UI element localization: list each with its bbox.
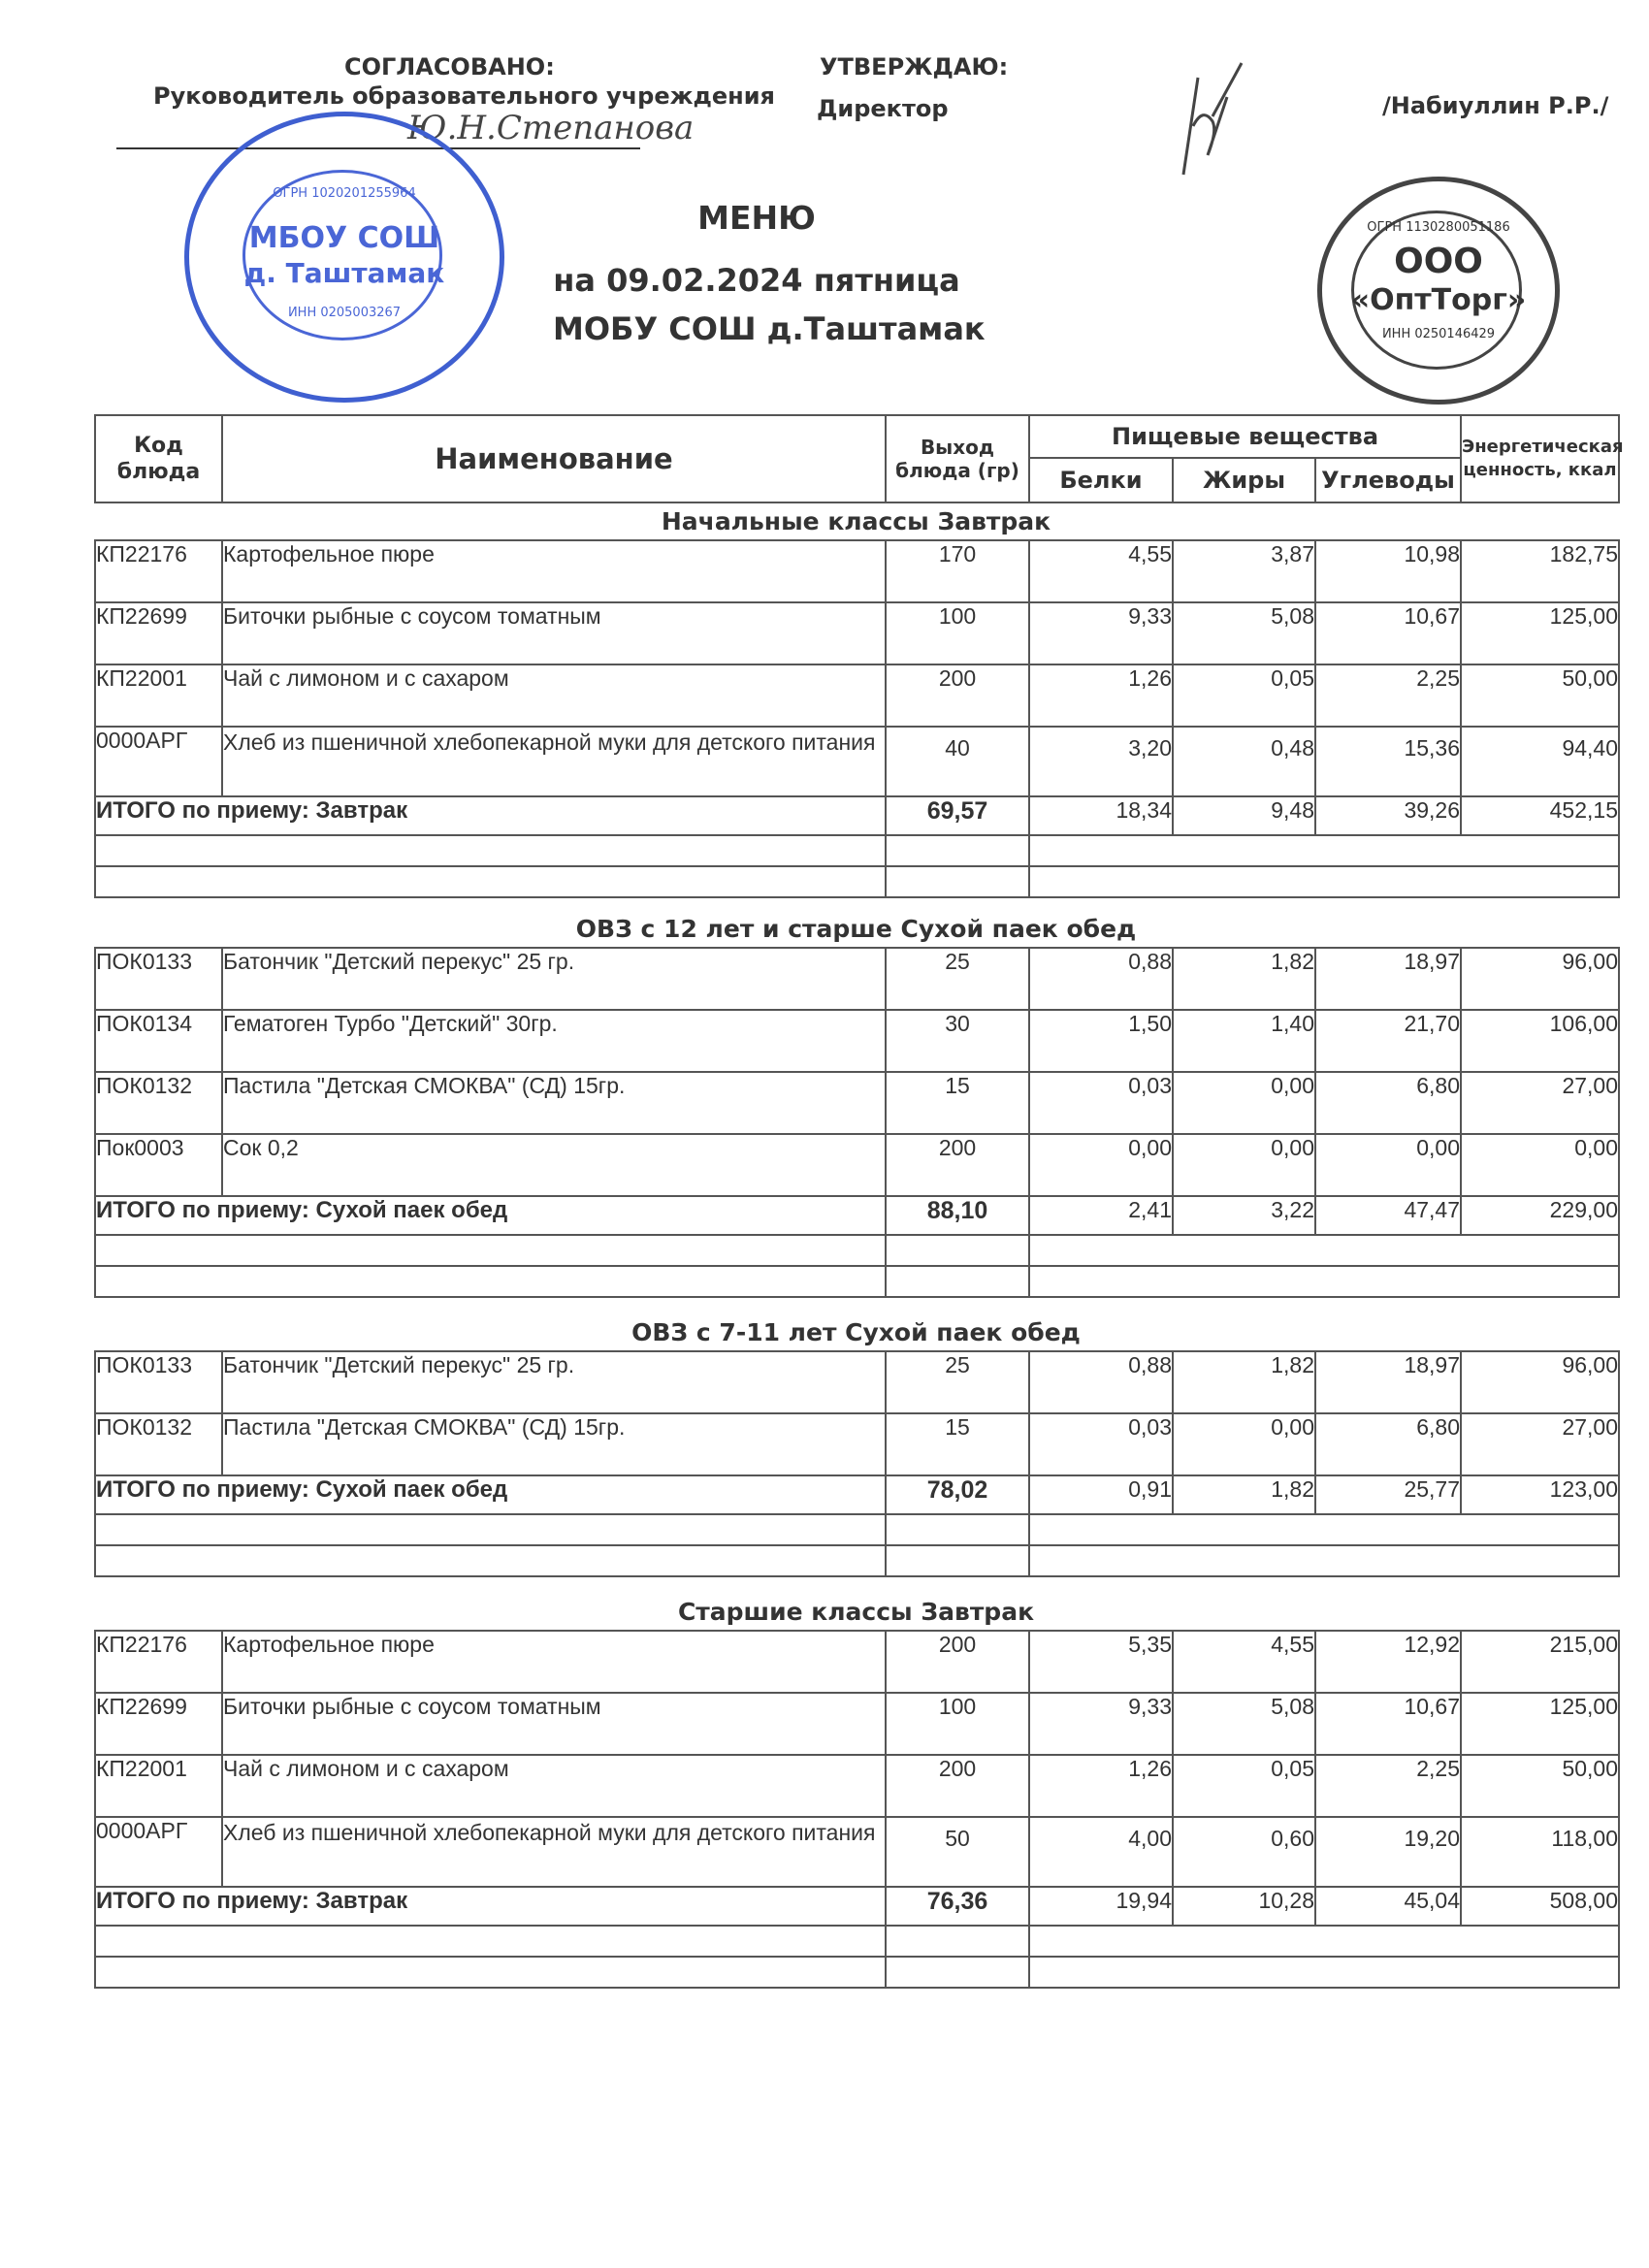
supplier-stamp-inn: ИНН 0250146429 — [1381, 327, 1496, 341]
director-signature — [1145, 58, 1251, 184]
cell-carbs: 6,80 — [1315, 1413, 1461, 1475]
header-nutrients: Пищевые вещества — [1029, 415, 1461, 458]
table-row — [95, 602, 1619, 664]
cell-yield: 170 — [886, 540, 1029, 602]
table-row — [95, 664, 1619, 727]
cell-yield: 200 — [886, 1134, 1029, 1196]
school-stamp — [184, 112, 504, 403]
cell-energy: 182,75 — [1461, 540, 1619, 602]
blank-row — [95, 1545, 1619, 1576]
cell-code: КП22699 — [95, 602, 222, 664]
cell-fat: 0,00 — [1173, 1134, 1315, 1196]
cell-yield: 25 — [886, 1351, 1029, 1413]
table-row — [95, 1072, 1619, 1134]
blank-row — [95, 1235, 1619, 1266]
total-row — [95, 1887, 1619, 1926]
table-row — [95, 1351, 1619, 1413]
section-table — [94, 947, 1618, 1298]
cell-yield: 15 — [886, 1072, 1029, 1134]
table-row — [95, 540, 1619, 602]
cell-code: КП22176 — [95, 1631, 222, 1693]
cell-code: КП22176 — [95, 540, 222, 602]
cell-fat: 3,87 — [1173, 540, 1315, 602]
total-protein: 0,91 — [1029, 1475, 1173, 1514]
total-label: ИТОГО по приему: Сухой паек обед — [95, 1475, 886, 1514]
school-stamp-line2: д. Таштамак — [243, 257, 445, 289]
cell-fat: 0,48 — [1173, 727, 1315, 796]
cell-fat: 4,55 — [1173, 1631, 1315, 1693]
cell-carbs: 19,20 — [1315, 1817, 1461, 1887]
school-stamp-line1: МБОУ СОШ — [248, 221, 440, 255]
approved-right-name: /Набиуллин Р.Р./ — [1382, 92, 1609, 119]
cell-protein: 5,35 — [1029, 1631, 1173, 1693]
table-row — [95, 727, 1619, 796]
total-yield: 76,36 — [886, 1887, 1029, 1926]
blank-row — [95, 1514, 1619, 1545]
header-protein: Белки — [1029, 458, 1173, 502]
cell-code: КП22699 — [95, 1693, 222, 1755]
table-row — [95, 1817, 1619, 1887]
cell-carbs: 12,92 — [1315, 1631, 1461, 1693]
cell-energy: 50,00 — [1461, 664, 1619, 727]
total-protein: 19,94 — [1029, 1887, 1173, 1926]
total-fat: 10,28 — [1173, 1887, 1315, 1926]
total-energy: 123,00 — [1461, 1475, 1619, 1514]
cell-protein: 1,50 — [1029, 1010, 1173, 1072]
blank-row — [95, 1266, 1619, 1297]
cell-yield: 15 — [886, 1413, 1029, 1475]
section-table — [94, 1630, 1618, 1989]
table-row — [95, 1755, 1619, 1817]
cell-energy: 96,00 — [1461, 1351, 1619, 1413]
school-stamp-ogrn: ОГРН 1020201255964 — [273, 186, 416, 201]
total-fat: 1,82 — [1173, 1475, 1315, 1514]
cell-carbs: 10,67 — [1315, 602, 1461, 664]
cell-fat: 0,05 — [1173, 664, 1315, 727]
total-yield: 69,57 — [886, 796, 1029, 835]
supplier-stamp-line1: ООО — [1394, 242, 1483, 281]
cell-name: Пастила "Детская СМОКВА" (СД) 15гр. — [222, 1072, 886, 1134]
cell-carbs: 21,70 — [1315, 1010, 1461, 1072]
cell-protein: 9,33 — [1029, 1693, 1173, 1755]
table-row — [95, 1134, 1619, 1196]
cell-name: Батончик "Детский перекус" 25 гр. — [222, 948, 886, 1010]
cell-code: КП22001 — [95, 664, 222, 727]
cell-energy: 118,00 — [1461, 1817, 1619, 1887]
total-energy: 508,00 — [1461, 1887, 1619, 1926]
cell-carbs: 18,97 — [1315, 1351, 1461, 1413]
menu-table — [94, 414, 1624, 503]
total-yield: 88,10 — [886, 1196, 1029, 1235]
menu-title: МЕНЮ — [697, 199, 816, 237]
cell-name: Хлеб из пшеничной хлебопекарной муки для детского питания — [222, 1817, 886, 1887]
cell-protein: 0,88 — [1029, 948, 1173, 1010]
cell-fat: 1,82 — [1173, 948, 1315, 1010]
blank-row — [95, 1957, 1619, 1988]
section-title: Начальные классы Завтрак — [661, 507, 1051, 535]
cell-fat: 0,60 — [1173, 1817, 1315, 1887]
header-energy: Энергетическая ценность, ккал — [1461, 415, 1619, 502]
total-row — [95, 1196, 1619, 1235]
section-title: ОВЗ с 7-11 лет Сухой паек обед — [631, 1318, 1081, 1346]
blank-row — [95, 1926, 1619, 1957]
blank-row — [95, 866, 1619, 897]
cell-carbs: 2,25 — [1315, 1755, 1461, 1817]
cell-code: 0000АРГ — [95, 1817, 222, 1887]
cell-carbs: 15,36 — [1315, 727, 1461, 796]
cell-name: Картофельное пюре — [222, 1631, 886, 1693]
section-table — [94, 539, 1618, 898]
cell-name: Пастила "Детская СМОКВА" (СД) 15гр. — [222, 1413, 886, 1475]
cell-yield: 200 — [886, 664, 1029, 727]
total-protein: 18,34 — [1029, 796, 1173, 835]
cell-name: Хлеб из пшеничной хлебопекарной муки для детского питания — [222, 727, 886, 796]
header-name: Наименование — [222, 415, 886, 502]
approved-right-role: Директор — [817, 95, 949, 122]
table-row — [95, 1631, 1619, 1693]
cell-energy: 27,00 — [1461, 1413, 1619, 1475]
cell-code: ПОК0133 — [95, 1351, 222, 1413]
total-fat: 3,22 — [1173, 1196, 1315, 1235]
total-protein: 2,41 — [1029, 1196, 1173, 1235]
table-header — [94, 414, 1624, 503]
cell-fat: 1,82 — [1173, 1351, 1315, 1413]
cell-name: Биточки рыбные с соусом томатным — [222, 602, 886, 664]
cell-name: Гематоген Турбо "Детский" 30гр. — [222, 1010, 886, 1072]
cell-protein: 0,03 — [1029, 1413, 1173, 1475]
cell-protein: 3,20 — [1029, 727, 1173, 796]
cell-carbs: 6,80 — [1315, 1072, 1461, 1134]
table-row — [95, 1413, 1619, 1475]
cell-energy: 50,00 — [1461, 1755, 1619, 1817]
section-title: Старшие классы Завтрак — [677, 1598, 1035, 1626]
total-label: ИТОГО по приему: Сухой паек обед — [95, 1196, 886, 1235]
cell-code: ПОК0132 — [95, 1072, 222, 1134]
cell-protein: 4,00 — [1029, 1817, 1173, 1887]
section-table — [94, 1350, 1618, 1577]
supplier-stamp — [1317, 177, 1560, 405]
cell-name: Чай с лимоном и с сахаром — [222, 664, 886, 727]
cell-energy: 27,00 — [1461, 1072, 1619, 1134]
approved-left-title: СОГЛАСОВАНО: — [344, 53, 555, 81]
cell-protein: 0,00 — [1029, 1134, 1173, 1196]
cell-fat: 5,08 — [1173, 1693, 1315, 1755]
total-carbs: 39,26 — [1315, 796, 1461, 835]
cell-energy: 125,00 — [1461, 602, 1619, 664]
total-label: ИТОГО по приему: Завтрак — [95, 1887, 886, 1926]
supplier-stamp-line2: «ОптТорг» — [1350, 283, 1527, 317]
supplier-stamp-ogrn: ОГРН 1130280051186 — [1367, 220, 1510, 235]
table-row — [95, 1010, 1619, 1072]
table-row — [95, 1693, 1619, 1755]
total-carbs: 47,47 — [1315, 1196, 1461, 1235]
cell-protein: 0,88 — [1029, 1351, 1173, 1413]
cell-yield: 200 — [886, 1755, 1029, 1817]
cell-protein: 1,26 — [1029, 1755, 1173, 1817]
cell-code: ПОК0134 — [95, 1010, 222, 1072]
total-row — [95, 1475, 1619, 1514]
cell-energy: 215,00 — [1461, 1631, 1619, 1693]
cell-carbs: 18,97 — [1315, 948, 1461, 1010]
cell-fat: 1,40 — [1173, 1010, 1315, 1072]
cell-energy: 96,00 — [1461, 948, 1619, 1010]
cell-name: Картофельное пюре — [222, 540, 886, 602]
signature-left: Ю.Н.Степанова — [407, 109, 695, 147]
total-energy: 229,00 — [1461, 1196, 1619, 1235]
cell-fat: 0,00 — [1173, 1413, 1315, 1475]
cell-protein: 9,33 — [1029, 602, 1173, 664]
cell-yield: 50 — [886, 1817, 1029, 1887]
total-energy: 452,15 — [1461, 796, 1619, 835]
cell-carbs: 2,25 — [1315, 664, 1461, 727]
header-fat: Жиры — [1173, 458, 1315, 502]
cell-yield: 40 — [886, 727, 1029, 796]
cell-carbs: 10,67 — [1315, 1693, 1461, 1755]
header-code: Код блюда — [95, 415, 222, 502]
section-title: ОВЗ с 12 лет и старше Сухой паек обед — [575, 915, 1137, 943]
cell-code: ПОК0132 — [95, 1413, 222, 1475]
total-fat: 9,48 — [1173, 796, 1315, 835]
cell-yield: 100 — [886, 602, 1029, 664]
cell-fat: 0,05 — [1173, 1755, 1315, 1817]
total-row — [95, 796, 1619, 835]
table-row — [95, 948, 1619, 1010]
total-carbs: 25,77 — [1315, 1475, 1461, 1514]
cell-energy: 0,00 — [1461, 1134, 1619, 1196]
cell-name: Батончик "Детский перекус" 25 гр. — [222, 1351, 886, 1413]
total-label: ИТОГО по приему: Завтрак — [95, 796, 886, 835]
cell-code: КП22001 — [95, 1755, 222, 1817]
cell-yield: 100 — [886, 1693, 1029, 1755]
total-carbs: 45,04 — [1315, 1887, 1461, 1926]
cell-yield: 200 — [886, 1631, 1029, 1693]
cell-name: Чай с лимоном и с сахаром — [222, 1755, 886, 1817]
blank-row — [95, 835, 1619, 866]
cell-carbs: 10,98 — [1315, 540, 1461, 602]
cell-yield: 25 — [886, 948, 1029, 1010]
cell-fat: 0,00 — [1173, 1072, 1315, 1134]
cell-protein: 0,03 — [1029, 1072, 1173, 1134]
cell-code: ПОК0133 — [95, 948, 222, 1010]
cell-energy: 94,40 — [1461, 727, 1619, 796]
menu-school: МОБУ СОШ д.Таштамак — [553, 310, 986, 347]
approved-right-title: УТВЕРЖДАЮ: — [820, 53, 1009, 81]
school-stamp-inn: ИНН 0205003267 — [287, 306, 402, 320]
header-yield: Выход блюда (гр) — [886, 415, 1029, 502]
cell-carbs: 0,00 — [1315, 1134, 1461, 1196]
cell-name: Сок 0,2 — [222, 1134, 886, 1196]
cell-fat: 5,08 — [1173, 602, 1315, 664]
cell-code: 0000АРГ — [95, 727, 222, 796]
cell-energy: 106,00 — [1461, 1010, 1619, 1072]
cell-code: Пок0003 — [95, 1134, 222, 1196]
cell-protein: 1,26 — [1029, 664, 1173, 727]
cell-protein: 4,55 — [1029, 540, 1173, 602]
header-carbs: Углеводы — [1315, 458, 1461, 502]
cell-yield: 30 — [886, 1010, 1029, 1072]
cell-energy: 125,00 — [1461, 1693, 1619, 1755]
total-yield: 78,02 — [886, 1475, 1029, 1514]
cell-name: Биточки рыбные с соусом томатным — [222, 1693, 886, 1755]
menu-date: на 09.02.2024 пятница — [553, 262, 960, 299]
approved-left-role: Руководитель образовательного учреждения — [153, 82, 775, 110]
